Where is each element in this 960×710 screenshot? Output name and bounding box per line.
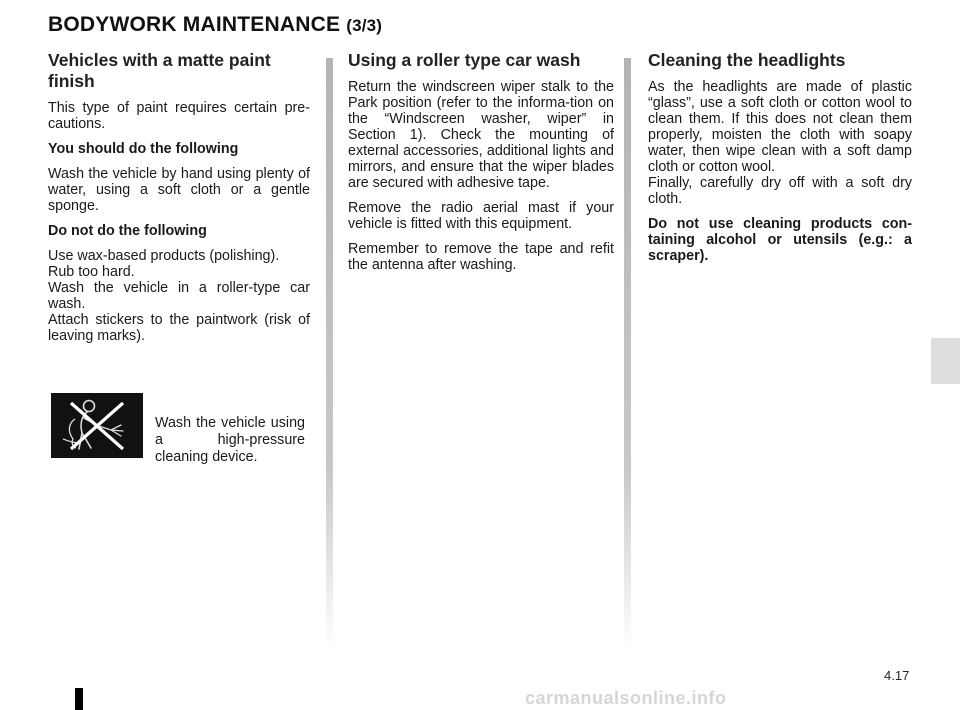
dont-list	[48, 248, 310, 344]
roller-wash-section	[348, 50, 614, 282]
do-heading: You should do the following	[48, 141, 239, 157]
page-title-part: (3/3)	[346, 16, 383, 35]
page-number: 4.17	[884, 668, 910, 683]
page-title-main: BODYWORK MAINTENANCE	[48, 13, 341, 36]
dont-item: Wash the vehicle in a roller-type car wash.	[48, 280, 310, 312]
no-pressure-washer-icon-graphic	[51, 393, 143, 458]
column-divider-right	[624, 58, 631, 648]
no-pressure-washer-icon	[51, 393, 143, 458]
dont-item: Rub too hard.	[48, 264, 135, 280]
headlights-warning: Do not use cleaning products con-taining alcohol or utensils (e.g.: a scraper).	[648, 216, 912, 264]
pressure-washer-warning: Wash the vehicle using a high-pressure cleaning device.	[155, 415, 305, 466]
matte-paint-heading: Vehicles with a matte paint finish	[48, 50, 271, 91]
headlights-paragraph: As the headlights are made of plastic “glass”, use a soft cloth or cotton wool to clean them. If this does not clean them properly, moisten the cloth with soapy water, then wipe clean with a soft damp cloth or cotton wool.	[648, 79, 912, 175]
headlights-paragraph: Finally, carefully dry off with a soft dry cloth.	[648, 175, 912, 207]
headlights-section	[648, 50, 912, 273]
roller-wash-paragraph: Remove the radio aerial mast if your vehicle is fitted with this equipment.	[348, 200, 614, 232]
do-text: Wash the vehicle by hand using plenty of water, using a soft cloth or a gentle sponge.	[48, 166, 310, 214]
dont-heading: Do not do the following	[48, 223, 207, 239]
matte-paint-section	[48, 50, 310, 353]
watermark: carmanualsonline.info	[525, 688, 727, 708]
roller-wash-paragraph: Remember to remove the tape and refit the antenna after washing.	[348, 241, 614, 273]
corner-mark	[75, 688, 83, 710]
page-title	[48, 13, 382, 37]
headlights-heading: Cleaning the headlights	[648, 50, 846, 70]
dont-item: Attach stickers to the paintwork (risk of leaving marks).	[48, 312, 310, 344]
roller-wash-heading: Using a roller type car wash	[348, 50, 581, 70]
dont-item: Use wax-based products (polishing).	[48, 248, 280, 264]
section-tab	[931, 338, 960, 384]
roller-wash-paragraph: Return the windscreen wiper stalk to the Park position (refer to the informa-tion on the “Windscreen washer, wiper” in Section 1). Check the mounting of external accessories, additional lights and mirrors, and ensure that the wiper blades are secured with adhesive tape.	[348, 79, 614, 191]
matte-paint-intro: This type of paint requires certain pre-cautions.	[48, 100, 310, 132]
column-divider-left	[326, 58, 333, 648]
